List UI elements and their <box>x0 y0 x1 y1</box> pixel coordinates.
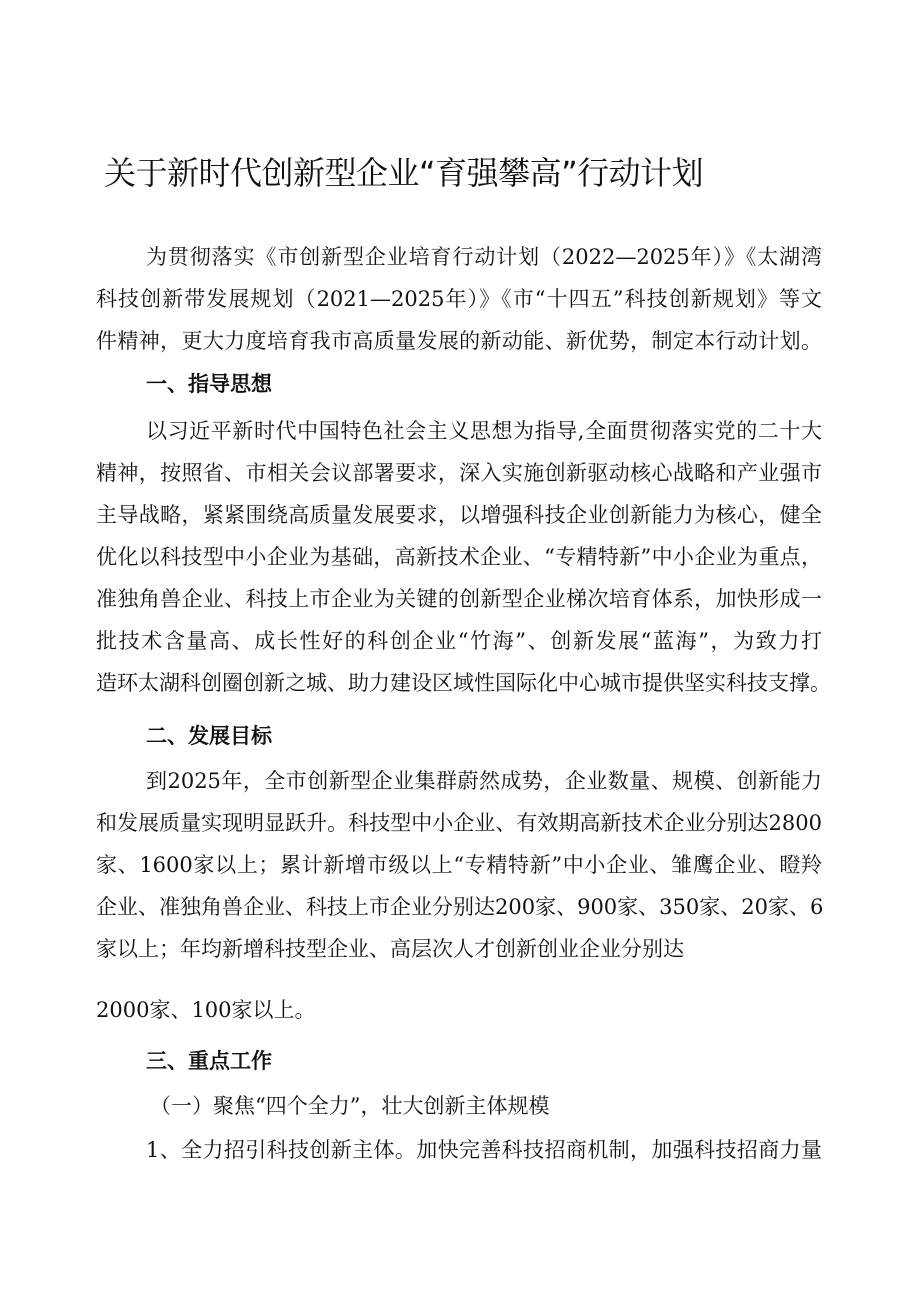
section-1-line-3: 主导战略，紧紧围绕高质量发展要求，以增强科技企业创新能力为核心，健全 <box>96 503 822 527</box>
section-2-line-3: 家、1600家以上；累计新增市级以上“专精特新”中小企业、雏鹰企业、瞪羚 <box>96 853 822 877</box>
section-1-line-5: 准独角兽企业、科技上市企业为关键的创新型企业梯次培育体系，加快形成一 <box>96 587 822 611</box>
section-1-line-7: 造环太湖科创圈创新之城、助力建设区域性国际化中心城市提供坚实科技支撑。 <box>96 671 831 695</box>
section-3-heading: 三、重点工作 <box>146 1049 272 1073</box>
section-3-item-1: 1、全力招引科技创新主体。加快完善科技招商机制，加强科技招商力量 <box>146 1138 822 1162</box>
section-1-line-6: 批技术含量高、成长性好的科创企业“竹海”、创新发展“蓝海”，为致力打 <box>96 629 822 653</box>
section-2-heading: 二、发展目标 <box>146 724 272 748</box>
intro-line-3: 件精神，更大力度培育我市高质量发展的新动能、新优势，制定本行动计划。 <box>96 329 822 353</box>
intro-line-1: 为贯彻落实《市创新型企业培育行动计划（2022—2025年）》《太湖湾 <box>146 245 822 269</box>
intro-line-2: 科技创新带发展规划（2021—2025年）》《市“十四五”科技创新规划》等文 <box>96 287 822 311</box>
document-title: 关于新时代创新型企业“育强攀高”行动计划 <box>104 154 704 192</box>
section-1-line-2: 精神，按照省、市相关会议部署要求，深入实施创新驱动核心战略和产业强市 <box>96 461 822 485</box>
section-3-subheading: （一）聚焦“四个全力”，壮大创新主体规模 <box>150 1094 550 1118</box>
section-2-line-4: 企业、准独角兽企业、科技上市企业分别达200家、900家、350家、20家、6 <box>96 895 824 919</box>
section-1-line-1: 以习近平新时代中国特色社会主义思想为指导,全面贯彻落实党的二十大 <box>146 419 822 443</box>
section-2-line-5: 家以上；年均新增科技型企业、高层次人才创新创业企业分别达 <box>96 937 684 961</box>
section-2-line-6: 2000家、100家以上。 <box>96 998 316 1022</box>
section-1-line-4: 优化以科技型中小企业为基础，高新技术企业、“专精特新”中小企业为重点， <box>96 545 822 569</box>
section-2-line-1: 到2025年，全市创新型企业集群蔚然成势，企业数量、规模、创新能力 <box>146 769 822 793</box>
section-1-heading: 一、指导思想 <box>146 372 272 396</box>
section-2-line-2: 和发展质量实现明显跃升。科技型中小企业、有效期高新技术企业分别达2800 <box>96 811 822 835</box>
